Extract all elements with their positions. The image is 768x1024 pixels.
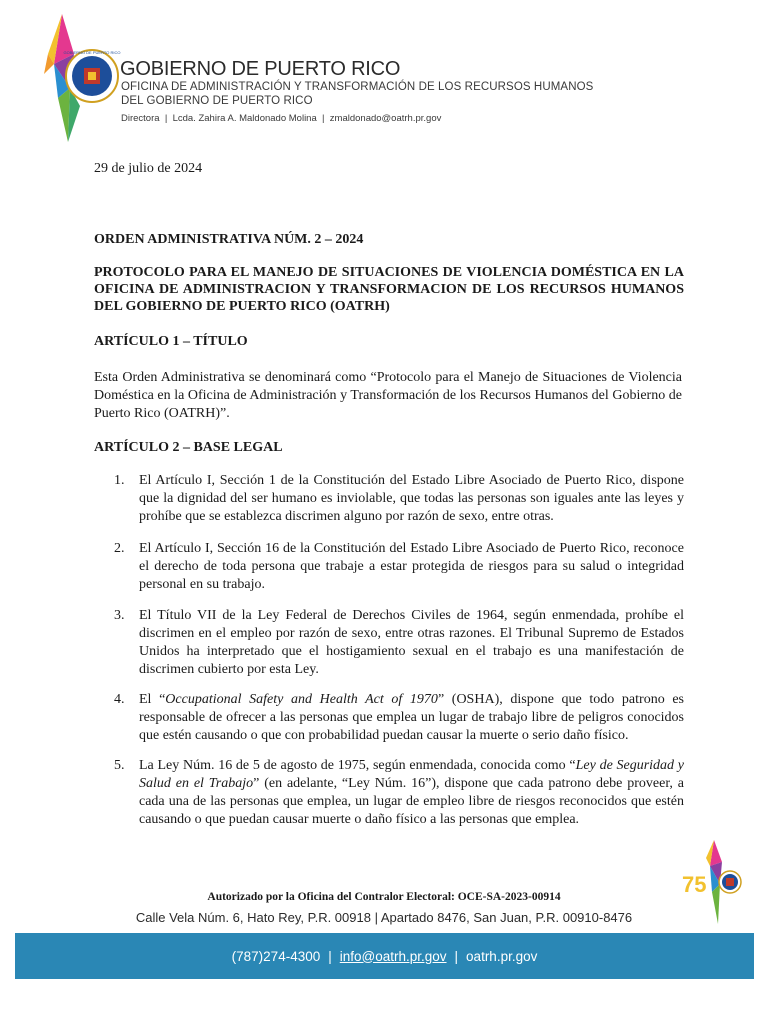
- list-item: [114, 757, 684, 829]
- header-subtitle-line2: DEL GOBIERNO DE PUERTO RICO: [121, 95, 313, 107]
- footer-email-link[interactable]: info@oatrh.pr.gov: [339, 948, 447, 964]
- legal-basis-list: [114, 472, 684, 843]
- contact-role: Directora: [121, 113, 160, 124]
- contact-email[interactable]: zmaldonado@oatrh.pr.gov: [329, 113, 442, 124]
- list-item: [114, 472, 684, 526]
- list-item-number: 1.: [114, 473, 125, 488]
- list-item: [114, 607, 684, 679]
- article2-heading: ARTÍCULO 2 – BASE LEGAL: [94, 440, 283, 455]
- footer-website-link[interactable]: oatrh.pr.gov: [466, 948, 538, 964]
- list-item-text: El Artículo I, Sección 16 de la Constitución del Estado Libre Asociado de Puerto Rico, reconoce el derecho de toda persona que trabaje a estar protegida de riesgos para su salud o integridad personal en su trabajo.: [139, 541, 684, 592]
- header-contact: [121, 113, 441, 124]
- header-title: GOBIERNO DE PUERTO RICO: [120, 58, 401, 80]
- list-item: [114, 540, 684, 594]
- government-logo-icon: [40, 14, 122, 142]
- contact-separator: |: [319, 113, 328, 124]
- protocol-title: PROTOCOLO PARA EL MANEJO DE SITUACIONES DE VIOLENCIA DOMÉSTICA EN LA OFICINA DE ADMINISTRACION Y TRANSFORMACION DE LOS RECURSOS HUMANOS DEL GOBIERNO DE PUERTO RICO (OATRH): [94, 265, 684, 314]
- footer-address: Calle Vela Núm. 6, Hato Rey, P.R. 00918 | Apartado 8476, San Juan, P.R. 00910-8476: [135, 910, 633, 925]
- emphasis-text: Ley de Seguridad y Salud en el Trabajo: [139, 758, 684, 791]
- list-item-text: El Artículo I, Sección 1 de la Constitución del Estado Libre Asociado de Puerto Rico, dispone que la dignidad del ser humano es inviolable, que todas las personas son iguales ante las leyes y prohíbe que se establezca discrimen alguno por razón de sexo, entre otras.: [139, 473, 684, 524]
- footer-separator: |: [328, 948, 332, 964]
- authorization-note: Autorizado por la Oficina del Contralor Electoral: OCE-SA-2023-00914: [207, 891, 561, 903]
- contact-separator: |: [162, 113, 170, 124]
- list-item-number: 2.: [114, 541, 125, 556]
- list-item-number: 5.: [114, 758, 125, 773]
- list-item-text: El Título VII de la Ley Federal de Derechos Civiles de 1964, según enmendada, prohíbe el discrimen en el empleo por razón de sexo, entre otras razones. El Tribunal Supremo de Estados Unidos ha interpretado que el hostigamiento sexual en el trabajo es una manifestación de discrimen cubierto por esta Ley.: [139, 608, 684, 677]
- list-item: [114, 691, 684, 745]
- contact-name: Lcda. Zahira A. Maldonado Molina: [172, 113, 317, 124]
- article1-heading: ARTÍCULO 1 – TÍTULO: [94, 334, 248, 349]
- header-subtitle-line1: OFICINA DE ADMINISTRACIÓN Y TRANSFORMACIÓN DE LOS RECURSOS HUMANOS: [121, 81, 594, 93]
- anniversary-number: 75: [682, 872, 707, 897]
- list-item-number: 4.: [114, 692, 125, 707]
- footer-contact-bar: [15, 933, 754, 979]
- list-item-text: La Ley Núm. 16 de 5 de agosto de 1975, según enmendada, conocida como “Ley de Seguridad y Salud en el Trabajo” (en adelante, “Ley Núm. 16”), dispone que cada patrono debe proveer, a cada una de las personas que emplea, un lugar de empleo libre de riesgos reconocidos que estén causando o que puedan causar muerte o daño físico a las personas que emplea.: [139, 758, 685, 827]
- emphasis-text: Occupational Safety and Health Act of 1970: [165, 692, 438, 707]
- article1-body: Esta Orden Administrativa se denominará como “Protocolo para el Manejo de Situaciones de Violencia Doméstica en la Oficina de Administración y Transformación de los Recursos Humanos del Gobierno de Puerto Rico (OATRH)”.: [94, 370, 682, 421]
- seal-text: GOBIERNO DE PUERTO RICO: [63, 50, 121, 55]
- order-number: ORDEN ADMINISTRATIVA NÚM. 2 – 2024: [94, 232, 364, 247]
- footer-separator: |: [454, 948, 459, 964]
- list-item-number: 3.: [114, 608, 125, 623]
- footer-phone[interactable]: (787)274-4300: [231, 948, 321, 964]
- document-date: 29 de julio de 2024: [94, 161, 203, 176]
- list-item-text: El “Occupational Safety and Health Act of 1970” (OSHA), dispone que todo patrono es responsable de ofrecer a las personas que emplea un lugar de trabajo libre de peligros conocidos que estén causando o que con probabilidad puedan causar la muerte o serio daño físico.: [139, 692, 684, 743]
